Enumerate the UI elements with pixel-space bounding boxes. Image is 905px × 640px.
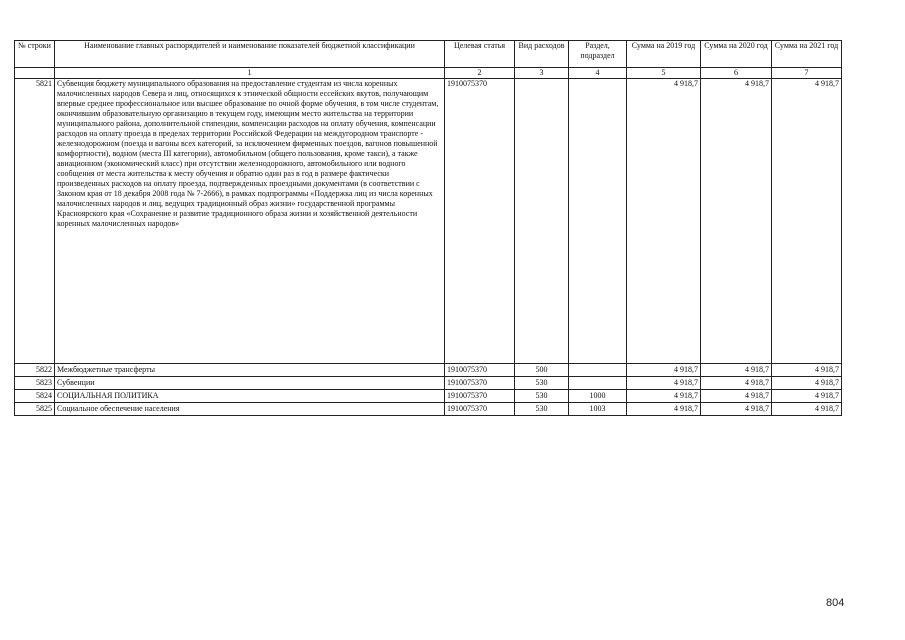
table-row xyxy=(15,390,842,403)
header-sum-2021: Сумма на 2021 год xyxy=(772,41,842,68)
row-sum-2019: 4 918,7 xyxy=(627,377,701,390)
row-expense-kind xyxy=(515,79,569,364)
row-sum-2019: 4 918,7 xyxy=(627,403,701,416)
row-sum-2021: 4 918,7 xyxy=(772,390,842,403)
row-sum-2020: 4 918,7 xyxy=(701,390,772,403)
row-name: Субвенция бюджету муниципального образования на предоставление студентам из числа коренных малочисленных народов Севера и лиц, относящихся к этнической общности ессейских якутов, получающим впервые среднее профессиональное или высшее образование по очной форме обучения, в том числе студентам, окончившим образовательную организацию в текущем году, имеющим место жительства на территории муниципального района, дополнительной стипендии, компенсации расходов на оплату обучения, компенсации расходов на оплату проезда в пределах территории Российской Федерации на междугородном транспорте - железнодорожном (поезда и вагоны всех категорий, за исключением фирменных поездов, вагонов повышенной комфортности), водном (места III категории), автомобильном (общего пользования, кроме такси), а также авиационном (экономический класс) при отсутствии железнодорожного, автомобильного или водного сообщения от места жительства к месту обучения и обратно один раз в год в размере фактически произведенных расходов на оплату проезда, подтвержденных проездными документами (в соответствии с Законом края от 18 декабря 2008 года № 7-2666), в рамках подпрограммы «Поддержка лиц из числа коренных малочисленных народов и лиц, ведущих традиционный образ жизни» государственной программы Красноярского края «Сохранение и развитие традиционного образа жизни и хозяйственной деятельности коренных малочисленных народов» xyxy=(55,79,445,364)
row-expense-kind: 500 xyxy=(515,364,569,377)
header-row-number: № строки xyxy=(15,41,55,68)
column-number: 2 xyxy=(445,68,515,79)
row-expense-kind: 530 xyxy=(515,390,569,403)
row-target-article: 1910075370 xyxy=(445,79,515,364)
row-target-article: 1910075370 xyxy=(445,364,515,377)
header-sum-2019: Сумма на 2019 год xyxy=(627,41,701,68)
column-number: 4 xyxy=(569,68,627,79)
row-expense-kind: 530 xyxy=(515,377,569,390)
row-target-article: 1910075370 xyxy=(445,390,515,403)
row-name: Межбюджетные трансферты xyxy=(55,364,445,377)
row-number: 5824 xyxy=(15,390,55,403)
row-target-article: 1910075370 xyxy=(445,377,515,390)
row-name: Субвенции xyxy=(55,377,445,390)
row-sum-2021: 4 918,7 xyxy=(772,79,842,364)
row-expense-kind: 530 xyxy=(515,403,569,416)
budget-table xyxy=(14,40,842,416)
row-sum-2020: 4 918,7 xyxy=(701,79,772,364)
row-sum-2021: 4 918,7 xyxy=(772,364,842,377)
column-number-row xyxy=(15,68,842,79)
header-name: Наименование главных распорядителей и наименование показателей бюджетной классификации xyxy=(55,41,445,68)
column-number: 3 xyxy=(515,68,569,79)
column-number xyxy=(15,68,55,79)
table-row xyxy=(15,377,842,390)
row-section: 1003 xyxy=(569,403,627,416)
header-sum-2020: Сумма на 2020 год xyxy=(701,41,772,68)
row-sum-2020: 4 918,7 xyxy=(701,364,772,377)
row-section xyxy=(569,79,627,364)
row-name: СОЦИАЛЬНАЯ ПОЛИТИКА xyxy=(55,390,445,403)
row-sum-2019: 4 918,7 xyxy=(627,79,701,364)
row-number: 5823 xyxy=(15,377,55,390)
row-sum-2021: 4 918,7 xyxy=(772,377,842,390)
row-number: 5822 xyxy=(15,364,55,377)
column-number: 7 xyxy=(772,68,842,79)
header-target-article: Целевая статья xyxy=(445,41,515,68)
column-number: 1 xyxy=(55,68,445,79)
row-number: 5821 xyxy=(15,79,55,364)
row-section xyxy=(569,377,627,390)
row-target-article: 1910075370 xyxy=(445,403,515,416)
table-row xyxy=(15,403,842,416)
header-expense-kind: Вид расходов xyxy=(515,41,569,68)
row-sum-2021: 4 918,7 xyxy=(772,403,842,416)
page-number: 804 xyxy=(826,597,845,609)
row-sum-2019: 4 918,7 xyxy=(627,364,701,377)
row-section: 1000 xyxy=(569,390,627,403)
table-row xyxy=(15,364,842,377)
row-section xyxy=(569,364,627,377)
row-sum-2019: 4 918,7 xyxy=(627,390,701,403)
row-number: 5825 xyxy=(15,403,55,416)
column-number: 6 xyxy=(701,68,772,79)
table-row xyxy=(15,79,842,364)
column-number: 5 xyxy=(627,68,701,79)
row-name: Социальное обеспечение населения xyxy=(55,403,445,416)
row-sum-2020: 4 918,7 xyxy=(701,377,772,390)
header-section: Раздел, подраздел xyxy=(569,41,627,68)
header-row xyxy=(15,41,842,68)
row-sum-2020: 4 918,7 xyxy=(701,403,772,416)
